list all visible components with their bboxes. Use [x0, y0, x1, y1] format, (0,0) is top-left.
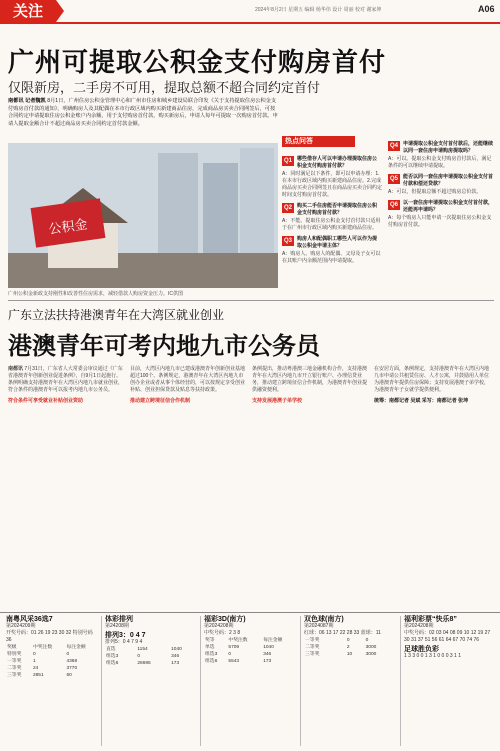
- question-number: Q4: [390, 143, 399, 149]
- lottery-title: 双色球(南方): [304, 616, 344, 623]
- answer-text: A：可以，但提取总额不超过购房总价款。: [388, 189, 482, 195]
- table-row: 奖等 中奖注数 每注金额: [205, 638, 283, 643]
- lottery-box: [404, 616, 497, 660]
- lottery-title: 福彩3D(南方): [204, 616, 246, 623]
- lottery-numbers-extra: 排列5：0 4 7 9 4: [105, 639, 143, 645]
- edition-number: A06: [478, 4, 495, 14]
- headline-2: 港澳青年可考内地九市公务员: [8, 332, 320, 360]
- table-row: 单选 5709 1040: [205, 645, 274, 650]
- question-number: Q6: [390, 202, 399, 208]
- story2-body-1: 7月31日，广东省人大常委会审议通过《广东省港澳青年创新创业促进条例》，自9月1日起施行。条例明确支持港澳青年在大湾区内地九市就业创业，符合条件的港澳青年可以报考内地九市公务员。: [8, 366, 124, 393]
- question-number: Q5: [390, 176, 399, 182]
- question-text: 能否以同一套住房申请提取公积金支付首付款和偿还贷款？: [403, 174, 494, 187]
- housing-photo: [8, 143, 278, 288]
- table-row: 组选3 0 346: [106, 654, 180, 659]
- kicker-2: 广东立法扶持港澳青年在大湾区就业创业: [8, 308, 225, 322]
- faq-item: [388, 174, 494, 188]
- lottery-issue: 第2024208期: [404, 623, 434, 629]
- story2-byline: 南都讯: [8, 366, 24, 372]
- lottery-numbers: 中奖号码：2 3 8: [204, 630, 241, 636]
- faq-item: [282, 203, 382, 217]
- table-row: 组选3 0 346: [205, 652, 272, 657]
- faq-item: [282, 156, 382, 170]
- question-text: 申请提取公积金支付首付款后，还能继续以同一套住房申请购房提取吗？: [403, 141, 494, 154]
- lottery-box: [204, 616, 297, 665]
- answer-text: A：购房人、购房人的配偶、父母及子女可以在其账户内余额范围内申请提取。: [282, 251, 381, 264]
- story2-subhead-2: 推动建立跨境征信合作机制: [130, 398, 191, 404]
- lottery-box: [6, 616, 99, 679]
- table-row: 三等奖 2851 60: [7, 673, 72, 678]
- lottery-table: [6, 644, 99, 679]
- lottery-box: [105, 616, 198, 667]
- story2-body-3: 条例提出，推动粤港澳三地金融机构合作，支持港澳青年在大湾区内地九市开立银行账户、办理信贷业务，推动建立跨境征信合作机制，为港澳青年创业提供融资便利。: [252, 366, 368, 393]
- house-icon: [8, 143, 278, 288]
- lottery-numbers-extra: 1 3 3 0 0 1 3 1 0 0 0 3 1 1: [404, 653, 461, 659]
- lottery-title: 南粤风采36选7: [6, 616, 53, 623]
- table-row: 奖级 中奖注数 每注金额: [7, 645, 86, 650]
- table-row: 一等奖 0 0: [305, 638, 369, 643]
- question-number: Q3: [284, 238, 293, 244]
- story2-column-2: [130, 366, 248, 407]
- lead-byline: 南都讯 记者魏凯: [8, 98, 46, 104]
- table-row: 二等奖 24 3770: [7, 666, 78, 671]
- answer-text: A：不能。提取住房公积金支付首付款只适用于在广州市行政区域内购买新建商品住房。: [282, 218, 381, 231]
- story2-body-2: 目前，大湾区内地九市已建成港澳青年创新创业基地超过100个。条例规定，港澳青年在大湾区内地九市创办企业或者从事个体经营的，可以按规定享受创业补贴、创业担保贷款及贴息等扶持政策。: [130, 366, 246, 393]
- dateline: 2024年8月2日 星期五 编辑 杨华伟 设计 周丽 校对 谢家坤: [255, 7, 382, 13]
- question-number: Q1: [284, 158, 293, 164]
- lottery-table: [204, 637, 297, 665]
- lead-text: 8月1日，广州住房公积金管理中心和广州市住房和城乡建设局联合印发《关于支持提取住房公积金支付购房首付款的通知》，明确购房人及其配偶在本市行政区域内购买新建商品住房，完成商品房买卖合同网签后，可按合同约定申请提取住房公积金账户内余额，用于支付购房首付款，购买新房后，申请人每年可提取一次购房首付款。申请人提取金额合计不超过商品房买卖合同约定首付款金额。: [8, 98, 278, 127]
- story-divider: [8, 300, 494, 301]
- lottery-issue: 第2024209期: [6, 623, 36, 629]
- answer-text: A：同时满足以下条件，即可以申请办理：1.在本市行政区域内购买新建商品住房。2.完成商品房买卖合同网签且在商品房买卖合同约定时间支付购房首付款。: [282, 171, 383, 198]
- question-text: 哪些借存人可以申请办理提取住房公积金支付购房首付款？: [297, 156, 378, 169]
- column-rule: [300, 616, 301, 746]
- lottery-numbers: 排列3：0 4 7: [105, 632, 146, 639]
- lottery-title: 体彩排列: [105, 616, 133, 623]
- table-row: 组选6 5543 173: [205, 659, 272, 664]
- answer-text: A：每个购房人只能申请一次提取住房公积金支付购房首付款。: [388, 215, 492, 228]
- photo-caption: 广州公积金新政支持刚性和改善性住房需求，减轻借款人购房资金压力。IC供图: [8, 291, 184, 297]
- table-row: 组选6 28695 173: [106, 661, 180, 666]
- story2-credits: 统筹：南都记者 吴斌 采写：南都记者 张坤: [374, 398, 469, 404]
- faq-column-2: [388, 137, 494, 229]
- question-number: Q2: [284, 205, 293, 211]
- story2-subhead-3: 支持发展港澳子弟学校: [252, 398, 303, 404]
- lottery-table: [304, 637, 397, 658]
- table-row: 特别奖 0 0: [7, 652, 70, 657]
- story2-column-4: [374, 366, 492, 405]
- header-rule: [0, 22, 500, 24]
- story2-subhead-1: 符合条件可享受就业补贴创业资助: [8, 398, 84, 404]
- story2-body-4: 在安居方面，条例规定，支持港澳青年在大湾区内地九市申请公共租赁住房、人才公寓，并鼓励用人单位为港澳青年提供住房保障；支持发展港澳子弟学校，为港澳青年子女就学提供便利。: [374, 366, 490, 393]
- faq-item: [388, 141, 494, 155]
- page-header: [0, 0, 500, 22]
- table-row: 三等奖 10 3000: [305, 652, 377, 657]
- lottery-title: 福利彩票“快乐8”: [404, 616, 457, 623]
- table-row: 一等奖 1 4368: [7, 659, 78, 664]
- lottery-table: [105, 646, 198, 667]
- faq-item: [282, 236, 382, 250]
- story2-column-3: [252, 366, 370, 407]
- table-row: 直选 1154 1040: [106, 647, 182, 652]
- faq-item: [388, 200, 494, 214]
- faq-column-1: [282, 152, 382, 265]
- subheadline-1: 仅限新房，二手房不可用，提取总额不超合同约定首付: [8, 80, 321, 95]
- story2-column-1: [8, 366, 126, 407]
- section-tag: 关注: [0, 0, 56, 22]
- table-row: 二等奖 2 3000: [305, 645, 377, 650]
- svg-text:公积金: 公积金: [47, 217, 89, 238]
- question-text: 购房人和配偶职工哪些人可以作为提取公积金申请主体？: [297, 236, 378, 249]
- lottery-subtitle: 足球胜负彩: [404, 646, 439, 653]
- lead-paragraph: [8, 98, 278, 128]
- column-rule: [200, 616, 201, 746]
- lottery-numbers: 红球：06 13 17 22 28 33 蓝球：11: [304, 630, 381, 636]
- lottery-numbers: 中奖号码：02 03 04 08 09 10 12 19 27 30 31 37 51 56 61 64 67 70 74 76: [404, 630, 491, 643]
- question-text: 以一套住房申请提取公积金支付首付款，还能再申请吗？: [403, 200, 494, 213]
- question-text: 购买二手住房能否申请提取住房公积金支付购房首付款？: [297, 203, 378, 216]
- answer-text: A：可以。提取公积金支付购房首付款后，满足条件的可以继续申请提取。: [388, 156, 492, 169]
- lottery-issue: 第2024208期: [204, 623, 234, 629]
- faq-title: 热点问答: [282, 136, 355, 147]
- column-rule: [101, 616, 102, 746]
- lottery-numbers: 开奖号码：01 26 19 23 30 32 特别号码 36: [6, 630, 93, 643]
- column-rule: [400, 616, 401, 746]
- headline-1: 广州可提取公积金支付购房首付: [8, 48, 387, 78]
- lottery-issue: 第24208期: [105, 623, 129, 629]
- lottery-issue: 第2024087期: [304, 623, 334, 629]
- lottery-box: [304, 616, 397, 658]
